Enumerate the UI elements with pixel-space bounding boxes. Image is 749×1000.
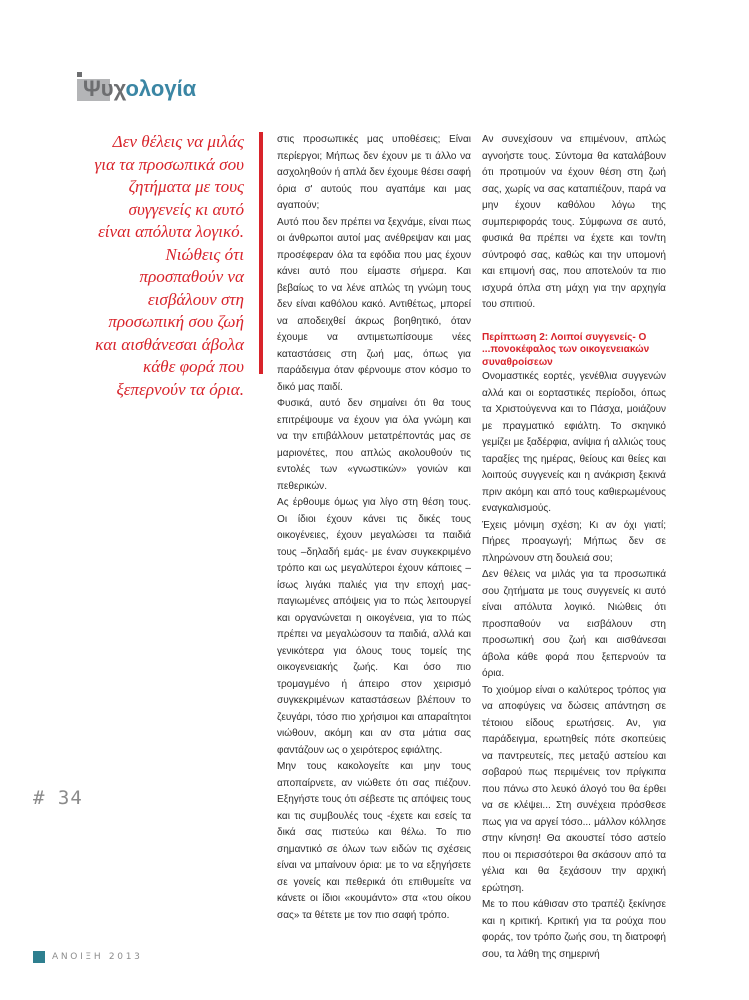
paragraph: Έχεις μόνιμη σχέση; Κι αν όχι γιατί; Πήρες προαγωγή; Μήπως δεν σε πληρώνουν στη δουλειά σου;	[482, 519, 666, 564]
article-column-2	[482, 132, 666, 963]
pull-quote: Δεν θέλεις να μιλάς για τα προσωπικά σου ζητήματα με τους συγγενείς κι αυτό είναι απόλυτα λογικό. Νιώθεις ότι προσπαθούν να εισβάλουν στη προσωπική σου ζωή και αισθάνεσαι άβολα κάθε φορά που ξεπερνούν τα όρια.	[94, 132, 244, 399]
header-small-square	[77, 72, 82, 77]
article-column-1	[277, 132, 471, 924]
paragraph: Μην τους κακολογείτε και μην τους αποπαίρνετε, αν νιώθετε ότι σας πιέζουν. Εξηγήστε τους ότι σέβεστε τις απόψεις τους και τις συμβουλές τους -έχετε και εσείς τα δικά σας πιστεύω και θέλω. Το πιο σημαντικό σε όλων των ειδών τις σχέσεις είναι να μπαίνουν όρια: με το να εξηγήσετε σε γονείς και πεθερικά ότι επιθυμείτε να κάνετε οι ίδιοι «κουμάντο» στα «του οίκου σας» τα θέτετε με τον πιο σαφή τρόπο.	[277, 761, 471, 921]
paragraph: Φυσικά, αυτό δεν σημαίνει ότι θα τους επιτρέψουμε να έχουν για όλα γνώμη και να την επιβάλλουν μετατρέποντάς μας σε μαριονέτες, που απλώς ακολουθούν τις εντολές των «γνωστικών» γονιών και πεθερικών.	[277, 398, 471, 492]
footer-issue: ΑΝΟΙΞΗ 2013	[52, 952, 143, 962]
footer-square	[33, 951, 45, 963]
section-title-accent: ολογία	[125, 76, 197, 101]
paragraph: Δεν θέλεις να μιλάς για τα προσωπικά σου ζητήματα με τους συγγενείς κι αυτό είναι απόλυτα λογικό. Νιώθεις ότι προσπαθούν να εισβάλουν στη προσωπική σου ζωή και αισθάνεσαι άβολα κάθε φορά που ξεπερνούν τα όρια.	[482, 569, 666, 679]
section-title	[83, 76, 196, 102]
section-title-prefix: Ψυχ	[83, 76, 126, 101]
paragraph: Ονομαστικές εορτές, γενέθλια συγγενών αλλά και οι εορταστικές περίοδοι, όπως τα Χριστούγεννα και το Πάσχα, μοιάζουν με πραγματικό εφιάλτη. Το σκηνικό γεμίζει με ξαδέρφια, ανίψια ή αλλιώς τους ταραξίες της ημέρας, θείους και θείες και λοιπούς συγγενείς και η ανάκριση ξεκινά πριν ακόμη και από τους καθιερωμένους εναγκαλισμούς.	[482, 371, 666, 514]
paragraph: Ας έρθουμε όμως για λίγο στη θέση τους. Οι ίδιοι έχουν κάνει τις δικές τους οικογένειες, έχουν μεγαλώσει τα παιδιά τους –δηλαδή εμάς- με έναν συγκεκριμένο τρόπο και ως μεγαλύτεροι έχουν κάποιες –ίσως λιγάκι παλιές για την εποχή μας- παγιωμένες απόψεις για το πώς λειτουργεί και οργανώνεται η οικογένεια, για το πώς πρέπει να μεγαλώσουν τα παιδιά, αλλά και γενικότερα για όλους τους τομείς της οικογενειακής ζωής. Και όσο πιο τρομαγμένο ή άπειρο στον χειρισμό συγκεκριμένων καταστάσεων βλέπουν το ζευγάρι, τόσο πιο χρήσιμοι και απαραίτητοι νιώθουν, ακόμη και αν στα μάτια σας φαντάζουν ως ο χειρότερος εφιάλτης.	[277, 497, 471, 756]
paragraph: Αυτό που δεν πρέπει να ξεχνάμε, είναι πως οι άνθρωποι αυτοί μας ανέθρεψαν και μας προσέφεραν όλα τα εφόδια που μας έχουν κάνει αυτό που είμαστε σήμερα. Και βεβαίως το να λένε απλώς τη γνώμη τους δεν είναι καθόλου κακό. Αντιθέτως, μπορεί να αποδειχθεί άκρως βοηθητικό, όταν έχουμε να αντιμετωπίσουμε νέες καταστάσεις στη ζωή μας, όπως για παράδειγμα όταν φέρνουμε στον κόσμο το δικό μας παιδί.	[277, 216, 471, 393]
paragraph: Το χιούμορ είναι ο καλύτερος τρόπος για να αποφύγεις να δώσεις απάντηση σε τέτοιου είδους ερωτήσεις. Αν, για παράδειγμα, ερωτηθείς πότε σκοπεύεις να παντρευτείς, πες μεταξύ αστείου και σοβαρού πως περιμένεις τον πρίγκιπα που πάνω στο λευκό άλογό του θα έρθει να σε κλέψει... Στη συνέχεια πρόσθεσε πως για να αργεί τόσο... μάλλον κόλλησε στην κίνηση! Θα ακουστεί τόσο αστείο που οι περισσότεροι θα σκάσουν από τα γέλια και θα ξεχάσουν την αρχική ερώτηση.	[482, 684, 666, 894]
pull-quote-divider	[259, 132, 263, 374]
paragraph: Με το που κάθισαν στο τραπέζι ξεκίνησε και η κριτική. Κριτική για τα ρούχα που φοράς, τον τρόπο ζωής σου, τη διατροφή σου, τα λάθη της σημερινή	[482, 899, 666, 960]
page-number: # 34	[33, 787, 83, 809]
subheading: Περίπτωση 2: Λοιποί συγγενείς- Ο ...πονοκέφαλος των οικογενειακών συναθροίσεων	[482, 331, 650, 368]
paragraph: Αν συνεχίσουν να επιμένουν, απλώς αγνοήστε τους. Σύντομα θα καταλάβουν ότι προτιμούν να έχουν θέση στη ζωή σας, χωρίς να σας καταπιέζουν, παρά να μην έχουν καθόλου λόγω της συμπεριφοράς τους. Σύμφωνα σε αυτό, φυσικά θα πρέπει να έχετε και τον/τη σύντροφό σας, καθώς και την υπομονή και επιμονή σας, που αποτελούν τα πιο ισχυρά όπλα στη μάχη για την αρχηγία του σπιτιού.	[482, 134, 666, 310]
paragraph: στις προσωπικές μας υποθέσεις; Είναι περίεργοι; Μήπως δεν έχουν με τι άλλο να ασχοληθούν ή απλά δεν έχουμε θέσει σαφή όρια σ' αυτούς που αγαπάμε και μας αγαπούν;	[277, 134, 471, 211]
